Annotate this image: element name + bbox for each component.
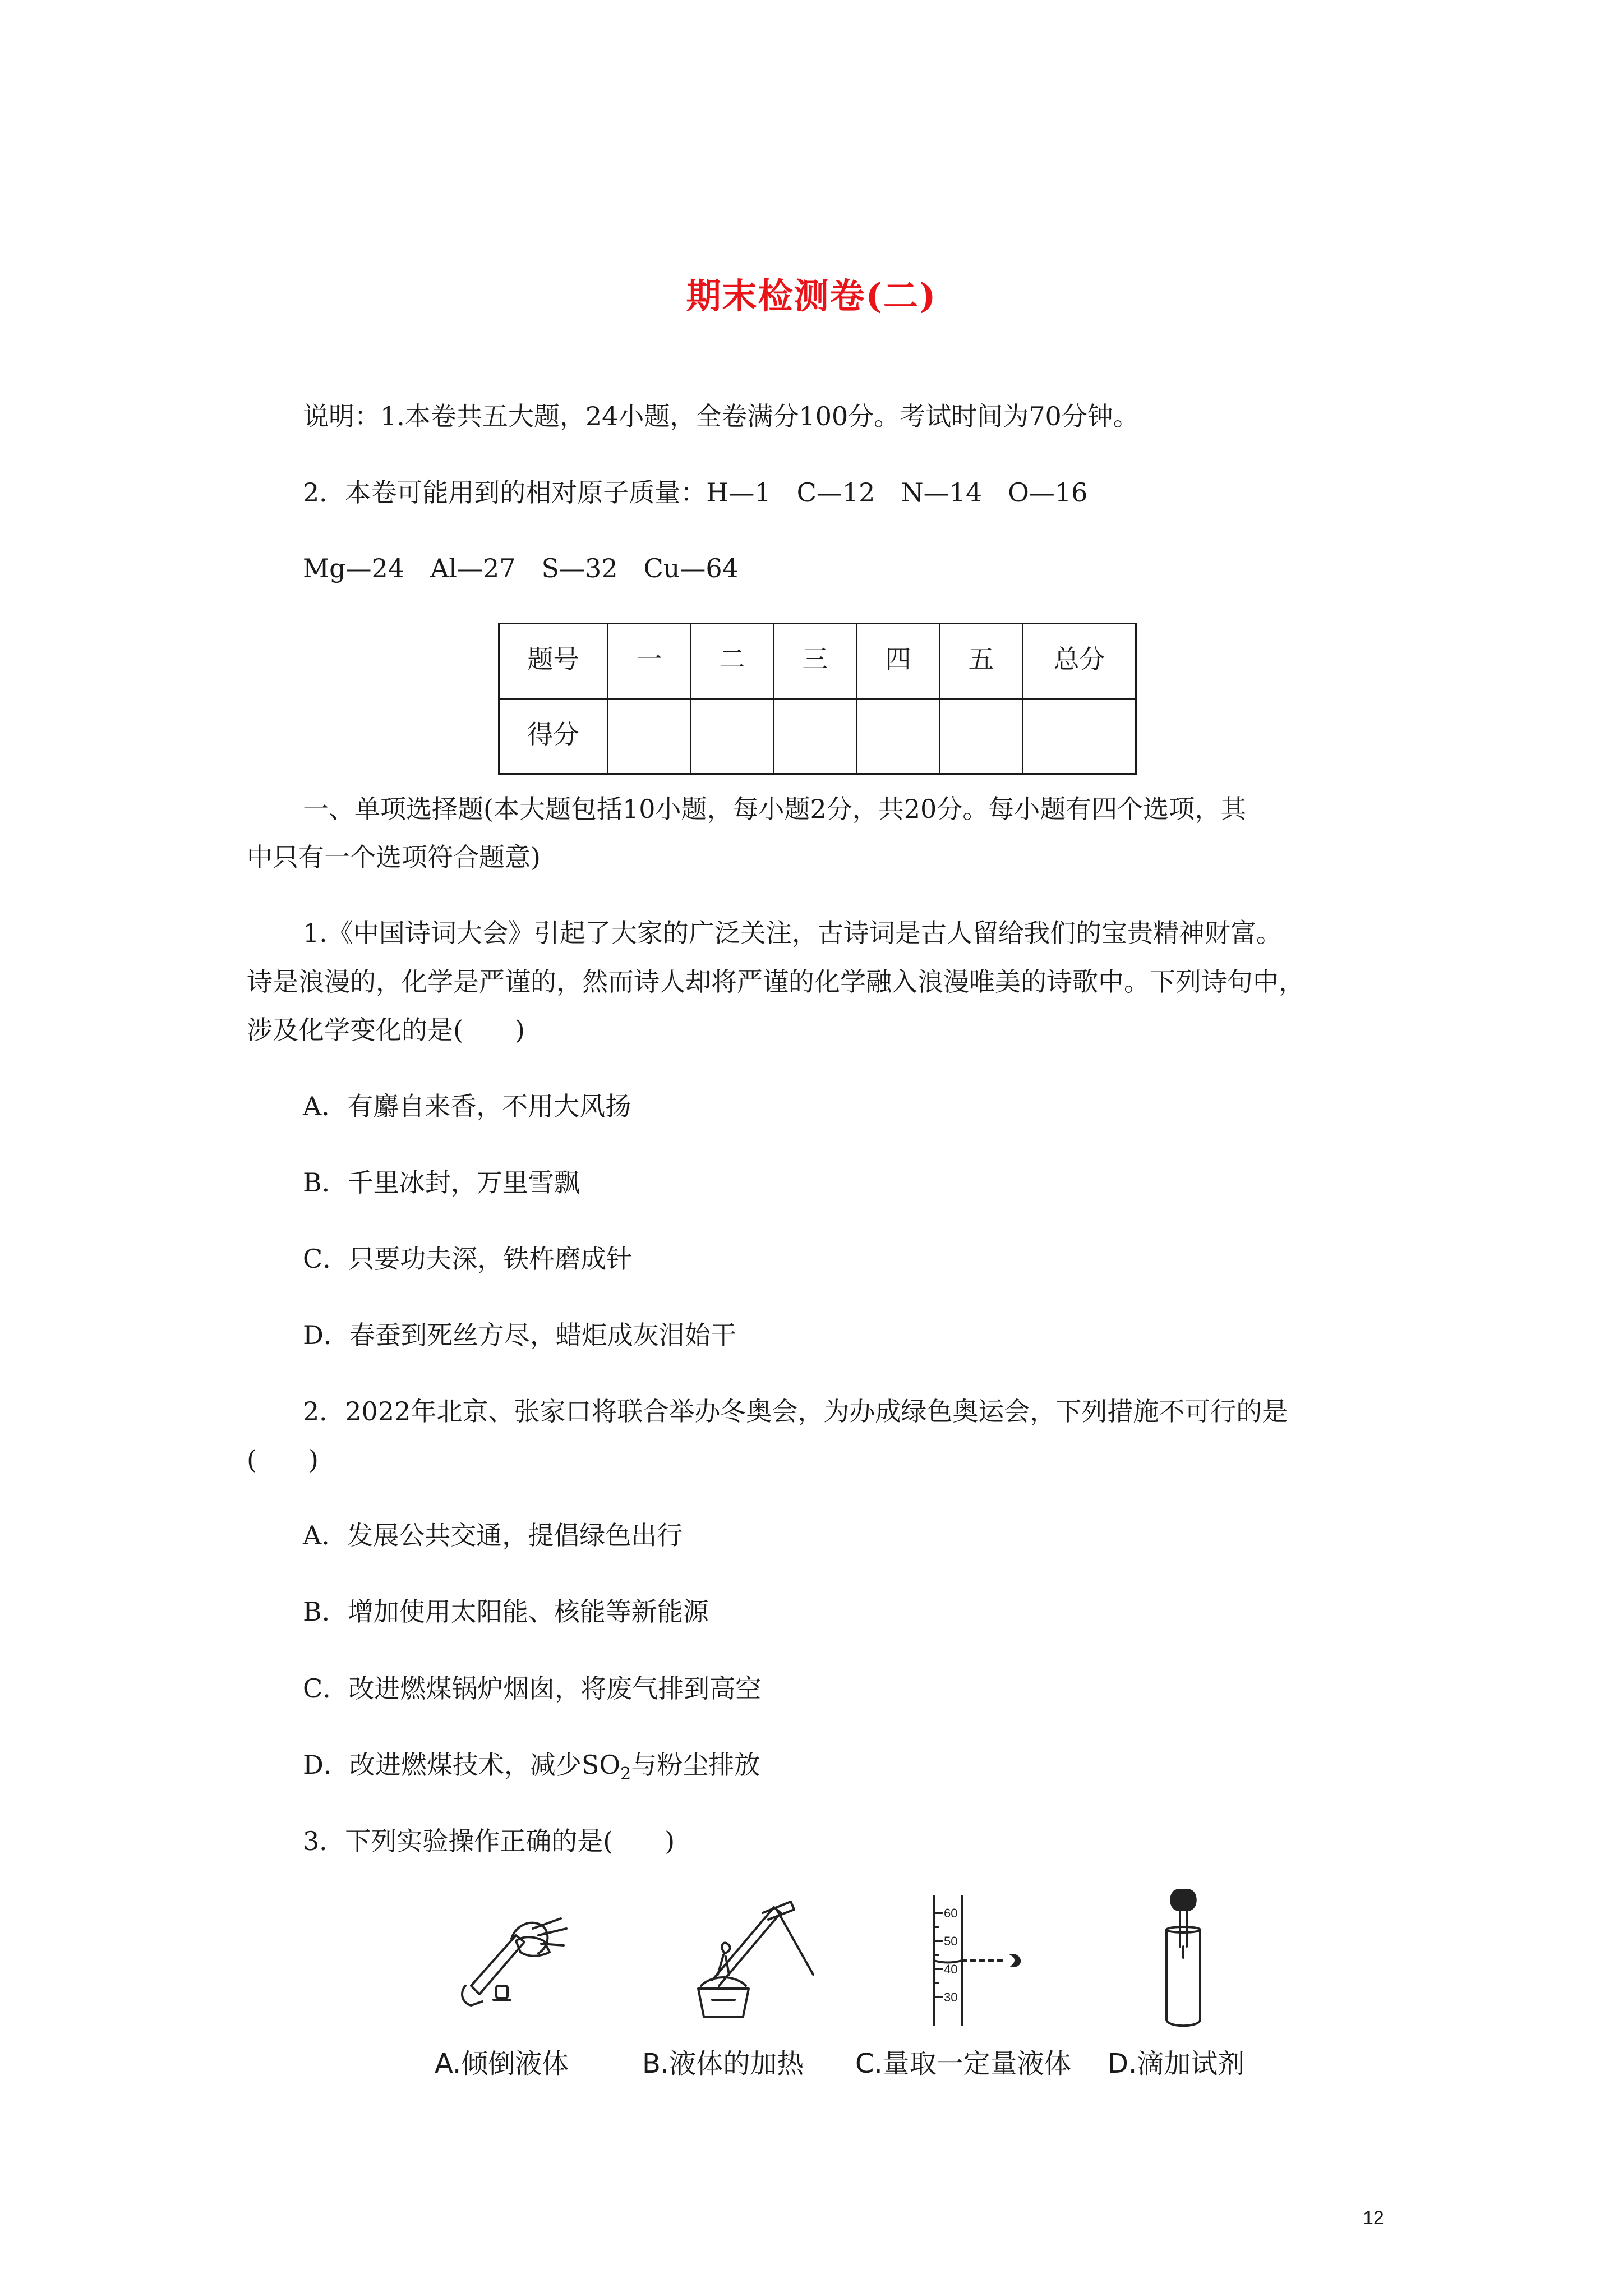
q1-option-c: C．只要功夫深，铁杵磨成针 xyxy=(303,1244,633,1274)
q2-option-c: C．改进燃煤锅炉烟囱，将废气排到高空 xyxy=(303,1673,762,1704)
header-cell: 三 xyxy=(774,624,857,699)
header-cell: 五 xyxy=(940,624,1023,699)
score-cell xyxy=(691,699,774,774)
score-table xyxy=(498,623,1137,775)
q3-stem: 3．下列实验操作正确的是( ) xyxy=(303,1826,675,1856)
section1-line-2: 中只有一个选项符合题意) xyxy=(247,842,541,872)
q1-stem-line-2: 诗是浪漫的，化学是严谨的，然而诗人却将严谨的化学融入浪漫唯美的诗歌中。下列诗句中， xyxy=(247,967,1304,997)
q2-option-d-text: D．改进燃煤技术，减少SO xyxy=(303,1750,621,1780)
note-line-2: 2．本卷可能用到的相对原子质量：H—1 C—12 N—14 O—16 xyxy=(303,477,1088,508)
caption-d: D.滴加试剂 xyxy=(1108,2048,1245,2079)
pouring-liquid-figure xyxy=(449,1902,578,2025)
q1-option-b: B．千里冰封，万里雪飘 xyxy=(303,1167,580,1198)
page-number: 12 xyxy=(1363,2207,1384,2229)
dropper-figure xyxy=(1144,1885,1223,2031)
q2-stem-line-1: 2．2022年北京、张家口将联合举办冬奥会，为办成绿色奥运会，下列措施不可行的是 xyxy=(303,1396,1288,1427)
tick-label-60: 60 xyxy=(944,1906,958,1920)
score-table-header-row xyxy=(499,624,1136,699)
q2-option-a: A．发展公共交通，提倡绿色出行 xyxy=(303,1520,683,1550)
q2-option-d-tail: 与粉尘排放 xyxy=(631,1750,760,1780)
score-table-score-row xyxy=(499,699,1136,774)
subscript-2: 2 xyxy=(620,1764,631,1784)
header-cell: 题号 xyxy=(499,624,608,699)
score-cell xyxy=(940,699,1023,774)
header-cell: 二 xyxy=(691,624,774,699)
q1-option-d: D．春蚕到死丝方尽，蜡炬成灰泪始干 xyxy=(303,1320,736,1350)
q1-stem-line-1: 1.《中国诗词大会》引起了大家的广泛关注，古诗词是古人留给我们的宝贵精神财富。 xyxy=(303,918,1282,948)
score-cell xyxy=(774,699,857,774)
score-cell xyxy=(608,699,691,774)
score-cell xyxy=(1023,699,1136,774)
q1-option-a: A．有麝自来香，不用大风扬 xyxy=(303,1091,631,1121)
score-row-label: 得分 xyxy=(499,699,608,774)
q2-stem-line-2: ( ) xyxy=(247,1444,319,1475)
q1-stem-line-3: 涉及化学变化的是( ) xyxy=(247,1015,525,1045)
caption-c: C.量取一定量液体 xyxy=(855,2048,1071,2079)
caption-b: B.液体的加热 xyxy=(642,2048,804,2079)
measuring-cylinder-figure xyxy=(928,1890,1057,2031)
tick-label-40: 40 xyxy=(944,1962,958,1976)
caption-a: A.倾倒液体 xyxy=(435,2048,569,2079)
heating-liquid-figure xyxy=(679,1890,824,2031)
header-cell: 四 xyxy=(857,624,940,699)
header-cell: 总分 xyxy=(1023,624,1136,699)
q2-option-d xyxy=(303,1748,760,1791)
note-line-1: 说明：1.本卷共五大题，24小题，全卷满分100分。考试时间为70分钟。 xyxy=(303,401,1139,431)
tick-label-50: 50 xyxy=(944,1934,958,1948)
score-cell xyxy=(857,699,940,774)
note-line-3: Mg—24 Al—27 S—32 Cu—64 xyxy=(303,553,739,583)
section1-line-1: 一、单项选择题(本大题包括10小题，每小题2分，共20分。每小题有四个选项，其 xyxy=(303,794,1247,824)
q2-option-b: B．增加使用太阳能、核能等新能源 xyxy=(303,1596,709,1627)
header-cell: 一 xyxy=(608,624,691,699)
q3-figures xyxy=(0,1902,1623,2104)
page-title: 期末检测卷(二) xyxy=(686,275,937,316)
tick-label-30: 30 xyxy=(944,1990,958,2004)
